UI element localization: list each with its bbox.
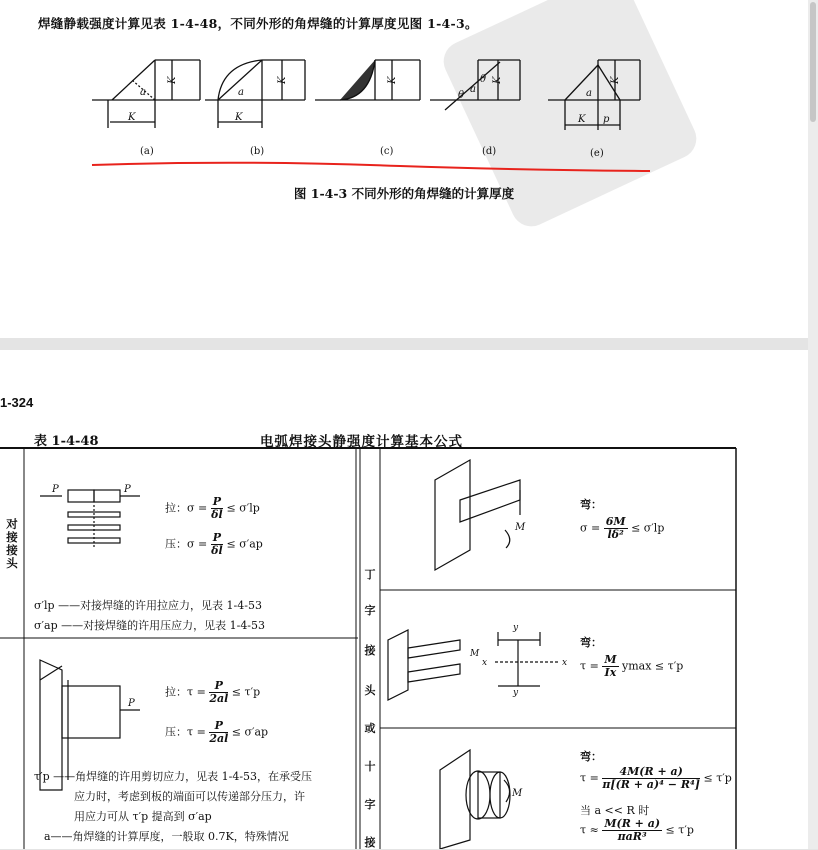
svg-text:p: p (603, 114, 610, 125)
t-row3-approx-formula: τ ≈ $\frac{M(R + a)}{\text{πaR³}}$ ≤ τ′p (580, 817, 694, 843)
t-joint-label-char-5: 或 (364, 722, 376, 735)
lap-compression-formula: 压：τ = $\frac{P}{2al}$ ≤ σ′ap (165, 719, 269, 745)
svg-text:K: K (235, 112, 243, 123)
svg-text:K: K (492, 76, 503, 84)
svg-text:P: P (124, 484, 131, 495)
t-row2-formula: τ = $\frac{M}{Ix}$ ymax ≤ τ′p (580, 653, 684, 679)
table-title: 电弧焊接头静强度计算基本公式 (260, 434, 463, 450)
red-annotation-underline (92, 163, 650, 171)
svg-text:P: P (128, 698, 135, 709)
weld-thickness-figure (0, 0, 808, 200)
lap-note-4: a——角焊缝的计算厚度，一般取 0.7K，特殊情况 (44, 830, 289, 843)
svg-text:θ: θ (458, 90, 465, 101)
svg-text:y: y (513, 688, 519, 698)
document-page-upper (0, 0, 808, 338)
figure-label-b: (b) (250, 146, 265, 157)
figure-caption: 图 1-4-3 不同外形的角焊缝的计算厚度 (293, 186, 515, 201)
butt-note-1: σ′lp ——对接焊缝的许用拉应力，见表 1-4-53 (34, 599, 262, 612)
figure-label-a: (a) (140, 146, 154, 157)
svg-text:K: K (578, 114, 586, 125)
figure-label-c: (c) (380, 146, 394, 157)
svg-text:x: x (482, 658, 488, 668)
lap-tension-formula: 拉：τ = $\frac{P}{2al}$ ≤ τ′p (165, 679, 261, 705)
t-row1-bend-label: 弯： (580, 498, 602, 511)
t-row1-formula: σ = $\frac{6M}{\text{lδ²}}$ ≤ σ′lp (580, 515, 665, 541)
svg-text:M: M (470, 649, 480, 659)
butt-note-2: σ′ap ——对接焊缝的许用压应力，见表 1-4-53 (34, 619, 266, 632)
svg-text:y: y (513, 623, 519, 633)
lap-note-1: τ′p ——角焊缝的许用剪切应力，见表 1-4-53，在承受压 (34, 770, 313, 783)
svg-text:a: a (140, 87, 146, 98)
t-row3-bend-label: 弯： (580, 750, 602, 763)
svg-text:M: M (515, 522, 526, 533)
t-joint-label-char-2: 字 (364, 604, 376, 617)
page-number: 1-324 (0, 395, 34, 410)
butt-tension-formula: 拉：σ = $\frac{P}{\delta l}$ ≤ σ′lp (165, 495, 260, 521)
table-number: 表 1-4-48 (34, 434, 99, 449)
svg-text:a: a (586, 88, 592, 99)
svg-text:P: P (52, 484, 59, 495)
figure-label-d: (d) (482, 146, 497, 157)
svg-text:K: K (387, 76, 398, 84)
svg-text:K: K (167, 76, 178, 84)
intro-paragraph: 焊缝静载强度计算见表 1-4-48，不同外形的角焊缝的计算厚度见图 1-4-3。 (38, 16, 478, 31)
t-row3-formula: τ = $\frac{4M(R + a)}{\text{π[(R + a)⁴ − R⁴]}}$ ≤ τ′p (580, 765, 732, 791)
svg-text:K: K (610, 76, 621, 84)
svg-text:θ: θ (480, 74, 487, 85)
butt-joint-label: 对接接头 (6, 517, 18, 570)
svg-text:x: x (562, 658, 568, 668)
svg-text:a: a (470, 84, 476, 95)
lap-note-3: 用应力可从 τ′p 提高到 σ′ap (74, 810, 212, 823)
t-joint-label-char-3: 接 (364, 644, 376, 657)
butt-compression-formula: 压：σ = $\frac{P}{\delta l}$ ≤ σ′ap (165, 531, 263, 557)
t-joint-label-char-8: 接 (364, 836, 376, 849)
t-joint-label-char-1: 丁 (364, 568, 376, 581)
t-row3-condition: 当 a << R 时 (580, 804, 650, 817)
svg-text:a: a (238, 87, 244, 98)
t-joint-label-char-4: 头 (364, 684, 376, 697)
document-page-lower (0, 350, 808, 849)
t-row2-bend-label: 弯： (580, 636, 602, 649)
svg-text:M: M (512, 788, 523, 799)
svg-text:K: K (128, 112, 136, 123)
figure-label-e: (e) (590, 148, 604, 159)
t-joint-label-char-7: 字 (364, 798, 376, 811)
t-joint-label-char-6: 十 (364, 760, 376, 773)
vertical-scrollbar[interactable] (808, 0, 818, 849)
scrollbar-thumb[interactable] (810, 2, 816, 122)
svg-text:K: K (277, 76, 288, 84)
lap-note-2: 应力时，考虑到板的端面可以传递部分压力，许 (74, 790, 305, 803)
